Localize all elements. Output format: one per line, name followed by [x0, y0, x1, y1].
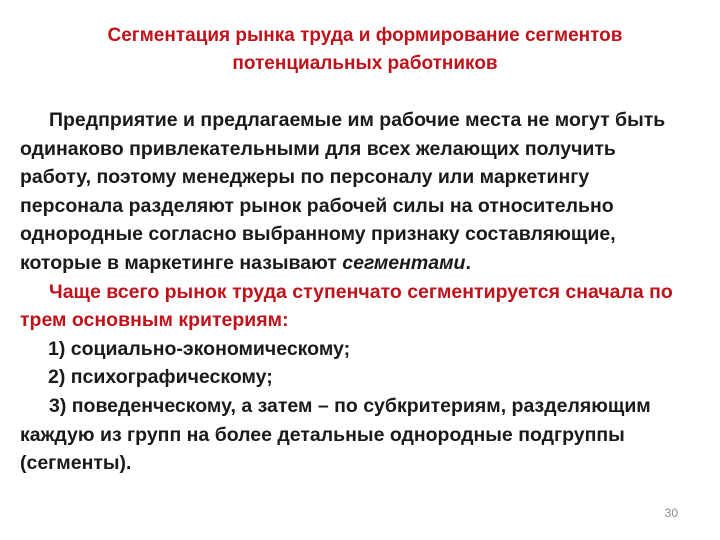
- page-number: 30: [664, 506, 678, 520]
- list-item-2: 2) психографическому;: [48, 366, 273, 389]
- paragraph-criteria: Чаще всего рынок труда ступенчато сегментируется сначала по трем основным критериям:: [20, 280, 673, 332]
- list-item-3: 3) поведенческому, а затем – по субкритериям, разделяющим каждую из групп на более детальные однородные подгруппы (сегменты).: [20, 394, 651, 475]
- paragraph-intro-text: Предприятие и предлагаемые им рабочие места не могут быть одинаково привлекательными для всех желающих получить работу, поэтому менеджеры по персоналу или маркетингу персонала разделяют рынок рабочей силы на относительно однородные согласно выбранному признаку составляющие, которые в маркетинге называют: [20, 109, 666, 274]
- paragraph-intro: [20, 106, 690, 278]
- slide-title: [40, 22, 690, 78]
- list-item-1: 1) социально-экономическому;: [48, 337, 351, 360]
- slide-body: [20, 106, 690, 478]
- paragraph-intro-end: .: [465, 251, 471, 274]
- term-segments: сегментами: [342, 251, 466, 274]
- slide-title-line-1: Сегментация рынка труда и формирование сегментов: [107, 25, 623, 46]
- slide-title-line-2: потенциальных работников: [232, 53, 498, 74]
